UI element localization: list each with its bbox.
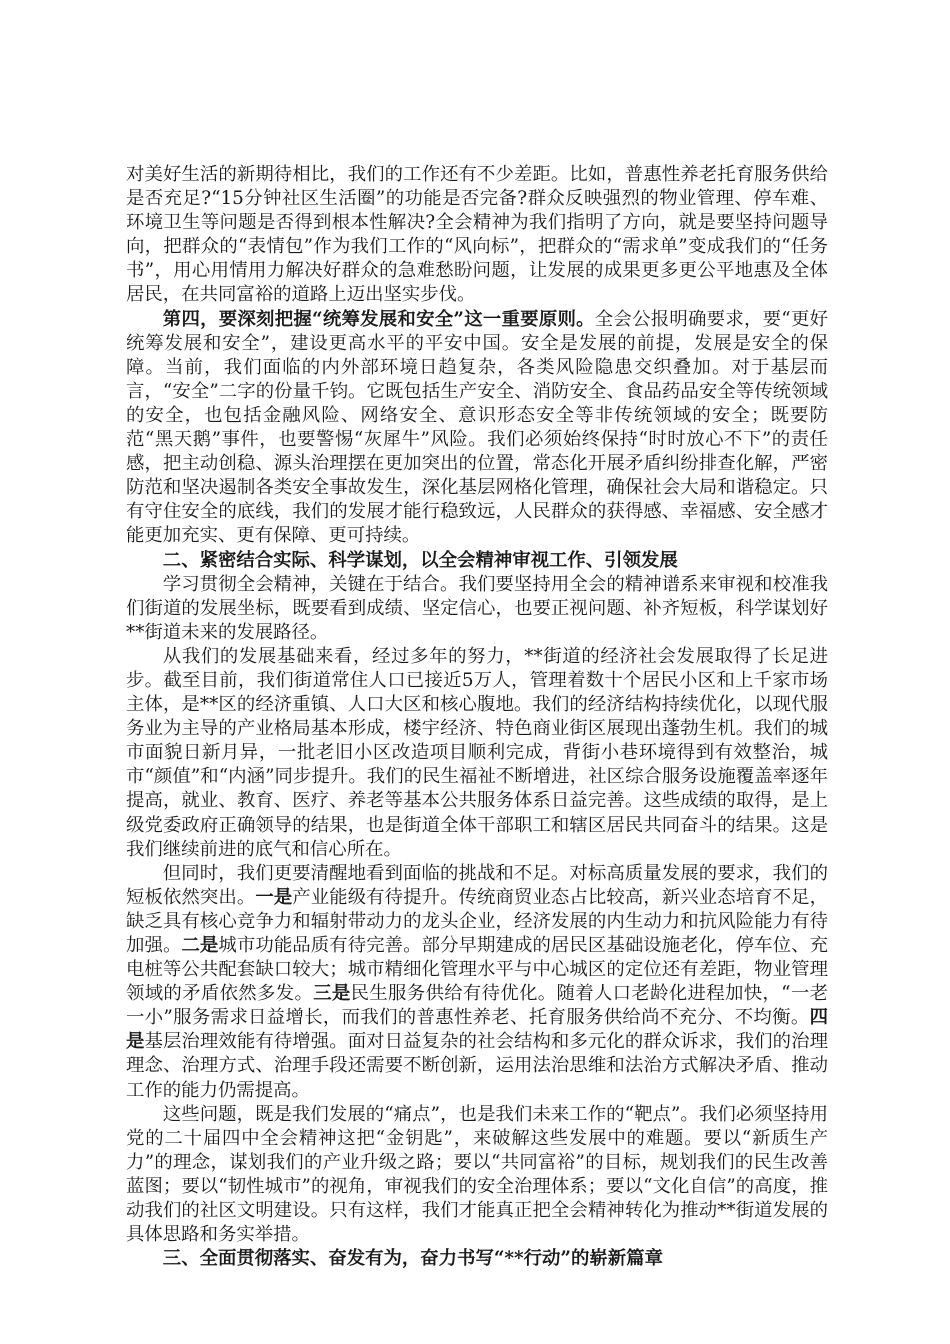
paragraph-point-four — [126, 308, 828, 549]
challenge-three-text: 民生服务供给有待优化。随着人口老龄化进程加快，“一老一小”服务需求日益增长，而我们的普惠性养老、托育服务供给尚不充分、不均衡。 — [126, 983, 828, 1029]
section-heading-two: 二、紧密结合实际、科学谋划，以全会精神审视工作、引领发展 — [162, 549, 678, 571]
paragraph-foundation: 从我们的发展基础来看，经过多年的努力，**街道的经济社会发展取得了长足进步。截至目前，我们街道常住人口已接近5万人，管理着数十个居民小区和上千家市场主体，是**区的经济重镇、人口大区和核心腹地。我们的经济结构持续优化，以现代服务业为主导的产业格局基本形成，楼宇经济、特色商业街区展现出蓬勃生机。我们的城市面貌日新月异，一批老旧小区改造项目顺利完成，背街小巷环境得到有效整治，城市“颜值”和“内涵”同步提升。我们的民生福祉不断增进，社区综合服务设施覆盖率逐年提高，就业、教育、医疗、养老等基本公共服务体系日益完善。这些成绩的取得，是上级党委政府正确领导的结果，也是街道全体干部职工和辖区居民共同奋斗的结果。这是我们继续前进的底气和信心所在。 — [126, 645, 828, 860]
challenge-one-text: 产业能级有待提升。传统商贸业态占比较高，新兴业态培育不足，缺乏具有核心竞争力和辐射带动力的龙头企业，经济发展的内生动力和抗风险能力有待加强。 — [126, 886, 828, 956]
section-heading-three: 三、全面贯彻落实、奋发有为，奋力书写“**行动”的崭新篇章 — [162, 1248, 663, 1270]
challenge-one-label: 一是 — [255, 886, 293, 908]
challenge-two-label: 二是 — [181, 935, 219, 956]
paragraph-study: 学习贯彻全会精神，关键在于结合。我们要坚持用全会的精神谱系来审视和校准我们街道的发展坐标，既要看到成绩、坚定信心，也要正视问题、补齐短板，科学谋划好**街道未来的发展路径。 — [126, 573, 828, 643]
paragraph-intro: 对美好生活的新期待相比，我们的工作还有不少差距。比如，普惠性养老托育服务供给是否充足?“15分钟社区生活圈”的功能是否完备?群众反映强烈的物业管理、停车难、环境卫生等问题是否得到根本性解决?全会精神为我们指明了方向，就是要坚持问题导向，把群众的“表情包”作为我们工作的“风向标”，把群众的“需求单”变成我们的“任务书”，用心用情用力解决好群众的急难愁盼问题，让发展的成果更多更公平地惠及全体居民，在共同富裕的道路上迈出坚实步伐。 — [126, 164, 828, 306]
document-page — [126, 163, 828, 1271]
point-four-body: 全会公报明确要求，要“更好统筹发展和安全”，建设更高水平的平安中国。安全是发展的前提，发展是安全的保障。当前，我们面临的内外部环境日趋复杂，各类风险隐患交织叠加。对于基层而言，“安全”二字的份量千钧。它既包括生产安全、消防安全、食品药品安全等传统领域的安全，也包括金融风险、网络安全、意识形态安全等非传统领域的安全；既要防范“黑天鹅”事件，也要警惕“灰犀牛”风险。我们必须始终保持“时时放心不下”的责任感，把主动创稳、源头治理摆在更加突出的位置，常态化开展矛盾纠纷排查化解，严密防范和坚决遏制各类安全事故发生，深化基层网格化管理，确保社会大局和谐稳定。只有守住安全的底线，我们的发展才能行稳致远，人民群众的获得感、幸福感、安全感才能更加充实、更有保障、更可持续。 — [126, 308, 828, 547]
point-four-lead: 第四，要深刻把握“统筹发展和安全”这一重要原则。 — [162, 308, 595, 330]
paragraph-issues: 这些问题，既是我们发展的“痛点”，也是我们未来工作的“靶点”。我们必须坚持用党的二十届四中全会精神这把“金钥匙”，来破解这些发展中的难题。要以“新质生产力”的理念，谋划我们的产业升级之路；要以“共同富裕”的目标，规划我们的民生改善蓝图；要以“韧性城市”的视角，审视我们的安全治理体系；要以“文化自信”的高度，推动我们的社区文明建设。只有这样，我们才能真正把全会精神转化为推动**街道发展的具体思路和务实举措。 — [126, 1103, 828, 1246]
challenge-four-label: 四是 — [126, 1007, 828, 1053]
challenge-three-label: 三是 — [313, 983, 351, 1005]
challenge-two-text: 城市功能品质有待完善。部分早期建成的居民区基础设施老化，停车位、充电桩等公共配套缺口较大；城市精细化管理水平与中心城区的定位还有差距，物业管理领域的矛盾依然多发。 — [126, 935, 828, 1005]
paragraph-challenges — [126, 862, 828, 1103]
challenges-intro: 但同时，我们更要清醒地看到面临的挑战和不足。对标高质量发展的要求，我们的短板依然突出。 — [126, 862, 828, 908]
challenge-four-text: 基层治理效能有待增强。面对日益复杂的社会结构和多元化的群众诉求，我们的治理理念、治理方式、治理手段还需要不断创新，运用法治思维和法治方式解决矛盾、推动工作的能力仍需提高。 — [126, 1031, 828, 1101]
